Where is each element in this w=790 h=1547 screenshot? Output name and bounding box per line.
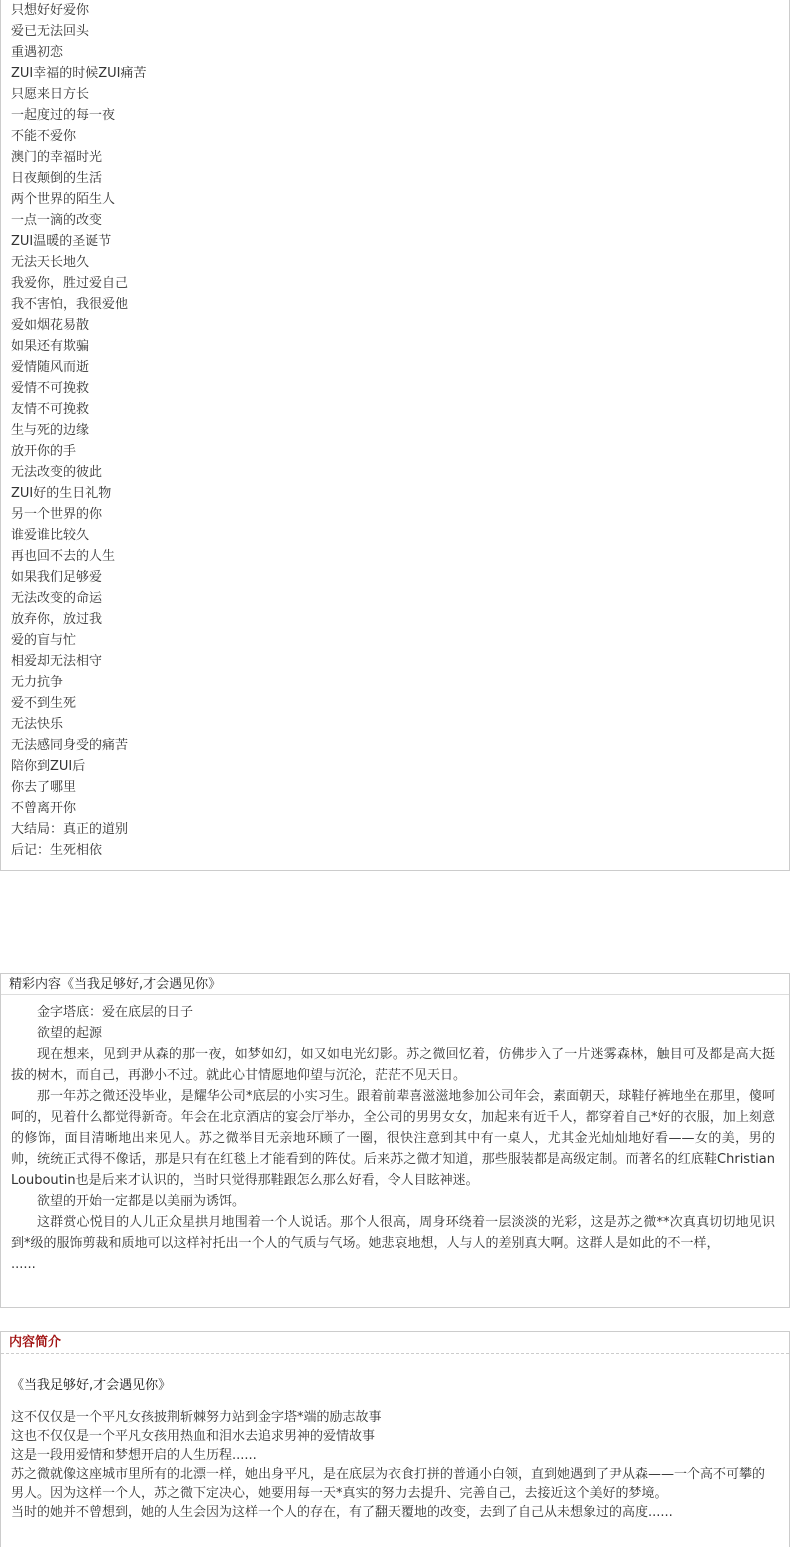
toc-item: 无力抗争 — [11, 675, 64, 690]
toc-item: 爱如烟花易散 — [11, 318, 90, 333]
toc-item: ZUI好的生日礼物 — [11, 486, 112, 501]
toc-item: 无法改变的彼此 — [11, 465, 103, 480]
toc-item: 陪你到ZUI后 — [11, 759, 86, 774]
toc-item: 放弃你，放过我 — [11, 612, 103, 627]
toc-item: 澳门的幸福时光 — [11, 150, 103, 165]
toc-item: 我爱你，胜过爱自己 — [11, 276, 129, 291]
toc-item: 无法快乐 — [11, 717, 64, 732]
toc-item: 无法感同身受的痛苦 — [11, 738, 129, 753]
intro-header: 内容简介 — [9, 1335, 62, 1350]
toc-item: ZUI幸福的时候ZUI痛苦 — [11, 66, 147, 81]
toc-item: 你去了哪里 — [11, 780, 77, 795]
intro-body — [11, 1408, 775, 1522]
excerpt-paragraph: 欲望的开始一定都是以美丽为诱饵。 — [37, 1194, 246, 1209]
excerpt-section — [0, 973, 790, 1308]
excerpt-title: 精彩内容《当我足够好,才会遇见你》 — [9, 977, 222, 992]
toc-item: 只想好好爱你 — [11, 3, 90, 18]
toc-item: 另一个世界的你 — [11, 507, 103, 522]
intro-section — [0, 1331, 790, 1547]
excerpt-divider — [1, 994, 789, 995]
toc-list — [11, 0, 147, 861]
intro-book-title: 《当我足够好,才会遇见你》 — [11, 1378, 172, 1393]
toc-item: 一起度过的每一夜 — [11, 108, 116, 123]
toc-item: 如果还有欺骗 — [11, 339, 90, 354]
toc-item: 不曾离开你 — [11, 801, 77, 816]
toc-item: 爱的盲与忙 — [11, 633, 77, 648]
intro-line: 这不仅仅是一个平凡女孩披荆斩棘努力站到金字塔*端的励志故事 — [11, 1410, 382, 1425]
toc-item: 生与死的边缘 — [11, 423, 90, 438]
toc-item: 后记：生死相依 — [11, 843, 103, 858]
toc-item: 一点一滴的改变 — [11, 213, 103, 228]
toc-item: 相爱却无法相守 — [11, 654, 103, 669]
toc-item: 无法改变的命运 — [11, 591, 103, 606]
toc-item: 两个世界的陌生人 — [11, 192, 116, 207]
toc-item: 只愿来日方长 — [11, 87, 90, 102]
toc-item: 谁爱谁比较久 — [11, 528, 90, 543]
toc-item: 爱情随风而逝 — [11, 360, 90, 375]
excerpt-body — [11, 1002, 775, 1275]
toc-item: 如果我们足够爱 — [11, 570, 103, 585]
toc-item: 不能不爱你 — [11, 129, 77, 144]
toc-item: 我不害怕，我很爱他 — [11, 297, 129, 312]
excerpt-paragraph: 现在想来，见到尹从森的那一夜，如梦如幻，如又如电光幻影。苏之微回忆着，仿佛步入了一片迷雾森林，触目可及都是高大挺拔的树木，而自己，再渺小不过。就此心甘情愿地仰望与沉沦，茫茫不见天日。 — [11, 1047, 775, 1083]
toc-item: 爱不到生死 — [11, 696, 77, 711]
excerpt-paragraph: 金字塔底：爱在底层的日子 — [37, 1005, 194, 1020]
excerpt-paragraph: 那一年苏之微还没毕业，是耀华公司*底层的小实习生。跟着前辈喜滋滋地参加公司年会，素面朝天，球鞋仔裤地坐在那里，傻呵呵的，见着什么都觉得新奇。年会在北京酒店的宴会厅举办，全公司的男男女女，加起来有近千人，都穿着自己*好的衣服，加上刻意的修饰，面目清晰地出来见人。苏之微举目无亲地环顾了一圈，很快注意到其中有一桌人，尤其金光灿灿地好看——女的美，男的帅，统统正式得不像话，那是只有在红毯上才能看到的阵仗。后来苏之微才知道，那些服装都是高级定制。而著名的红底鞋Christian Louboutin也是后来才认识的，当时只觉得那鞋跟怎么那么好看，令人目眩神迷。 — [11, 1089, 775, 1188]
toc-item: 大结局：真正的道别 — [11, 822, 129, 837]
toc-item: 友情不可挽救 — [11, 402, 90, 417]
excerpt-paragraph: 欲望的起源 — [37, 1026, 103, 1041]
toc-item: 无法天长地久 — [11, 255, 90, 270]
intro-line: 这也不仅仅是一个平凡女孩用热血和泪水去追求男神的爱情故事 — [11, 1429, 376, 1444]
toc-item: 日夜颠倒的生活 — [11, 171, 103, 186]
toc-item: 重遇初恋 — [11, 45, 64, 60]
intro-line: 苏之微就像这座城市里所有的北漂一样，她出身平凡，是在底层为衣食打拼的普通小白领，直到她遇到了尹从森——一个高不可攀的男人。因为这样一个人，苏之微下定决心，她要用每一天*真实的努力去提升、完善自己，去接近这个美好的梦境。 — [11, 1467, 766, 1501]
intro-line: 这是一段用爱情和梦想开启的人生历程...... — [11, 1448, 257, 1463]
toc-item: 放开你的手 — [11, 444, 77, 459]
excerpt-paragraph: 这群赏心悦目的人儿正众星拱月地围着一个人说话。那个人很高，周身环绕着一层淡淡的光彩，这是苏之微**次真真切切地见识到*级的服饰剪裁和质地可以这样衬托出一个人的气质与气场。她悲哀地想，人与人的差别真大啊。这群人是如此的不一样， — [11, 1215, 775, 1251]
toc-item: 再也回不去的人生 — [11, 549, 116, 564]
excerpt-ellipsis: ...... — [11, 1257, 36, 1272]
toc-item: ZUI温暖的圣诞节 — [11, 234, 112, 249]
toc-item: 爱情不可挽救 — [11, 381, 90, 396]
toc-item: 爱已无法回头 — [11, 24, 90, 39]
intro-divider — [1, 1353, 789, 1354]
intro-line: 当时的她并不曾想到，她的人生会因为这样一个人的存在，有了翻天覆地的改变，去到了自己从未想象过的高度...... — [11, 1505, 673, 1520]
